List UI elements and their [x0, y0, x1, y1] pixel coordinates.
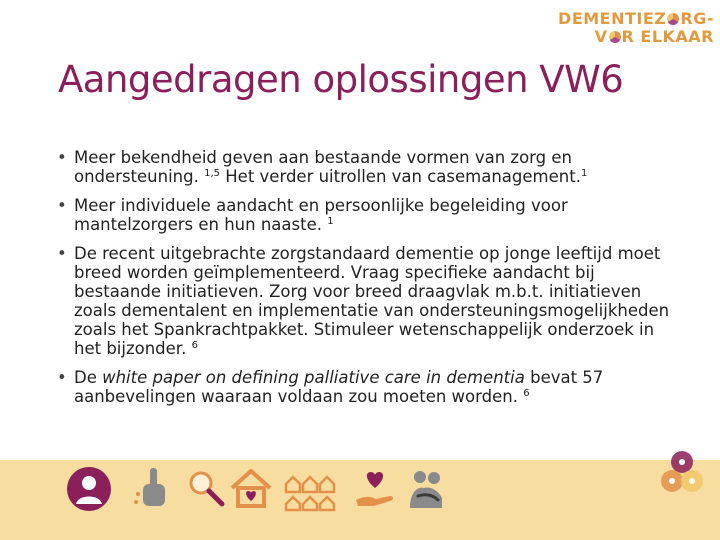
logo-dot-icon — [667, 13, 679, 25]
hug-icon — [404, 466, 450, 512]
footer-band — [0, 460, 720, 540]
logo-text-1a: DEMENTIEZ — [558, 9, 667, 28]
bullet-text: De — [74, 368, 97, 387]
logo-line-2 — [558, 28, 714, 46]
bullet-text: De recent uitgebrachte zorgstandaard dementie op jonge leeftijd moet breed worden geïmplementeerd. Vraag specifieke aandacht bij bestaande initiatieven. Zorg voor breed draagvlak m.b.t. initiatieven zoals dementalent en implementatie van ondersteuningsmogelijkheden zoals het Spankrachtpakket. Stimuleer wetenschappelijk onderzoek in het bijzonder. — [74, 244, 670, 358]
bullet-list — [55, 148, 685, 416]
person-icon — [66, 466, 112, 512]
houses-icon — [284, 466, 338, 512]
bullet-text: Meer bekendheid geven aan bestaande vormen van zorg en ondersteuning. — [74, 148, 572, 186]
hand-heart-icon — [352, 466, 398, 512]
bullet-item — [55, 148, 685, 186]
reference-sup: 6 — [191, 340, 198, 351]
reference-sup: 1 — [580, 168, 588, 179]
bullet-text: Meer individuele aandacht en persoonlijke begeleiding voor mantelzorgers en hun naaste. — [74, 196, 568, 234]
house-heart-icon — [228, 466, 274, 512]
dementiezorg-symbol-icon — [656, 448, 708, 500]
bullet-text: Het verder uitrollen van casemanagement. — [225, 167, 581, 186]
brand-logo — [558, 10, 714, 45]
bullet-item — [55, 196, 685, 234]
bullet-text: bevat 57 aanbevelingen waaraan voldaan zou moeten worden. — [74, 368, 604, 406]
reference-sup: 1 — [327, 216, 334, 227]
page-title: Aangedragen oplossingen VW6 — [58, 58, 624, 101]
logo-text-2b: R ELKAAR — [621, 26, 714, 46]
logo-dot-icon — [609, 31, 621, 43]
bullet-emphasis: white paper on defining palliative care in dementia — [102, 368, 525, 387]
logo-line-1 — [558, 10, 714, 28]
bullet-item — [55, 368, 685, 406]
logo-text-1b: RG- — [680, 9, 714, 28]
reference-sup: 1,5 — [204, 168, 221, 179]
logo-text-2a: V — [594, 26, 608, 46]
reference-sup: 6 — [523, 388, 530, 399]
magnifier-icon — [184, 466, 230, 512]
pointing-finger-icon — [132, 466, 178, 512]
bullet-item — [55, 244, 685, 358]
